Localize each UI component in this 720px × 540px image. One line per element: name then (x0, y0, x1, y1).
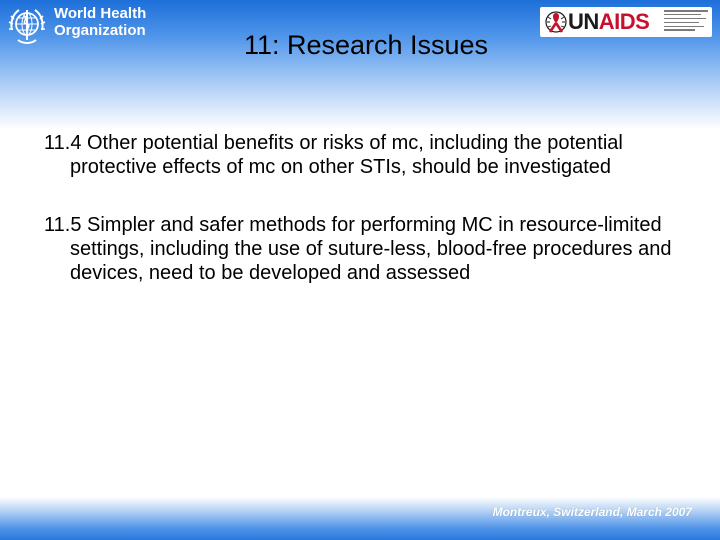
slide-body (44, 131, 684, 319)
who-name-line2: Organization (54, 22, 146, 39)
footer-location-date: Montreux, Switzerland, March 2007 (492, 505, 692, 519)
footer-band (0, 497, 720, 540)
slide-title: 11: Research Issues (243, 30, 489, 60)
paragraph-11-5: 11.5 Simpler and safer methods for performing MC in resource-limited settings, including the use of suture-less, blood-free procedures and devices, need to be developed and assessed (44, 214, 672, 284)
unaids-word-aids: AIDS (598, 9, 650, 34)
paragraph-11-4: 11.4 Other potential benefits or risks of mc, including the potential protective effects of mc on other STIs, should be investigated (44, 132, 623, 178)
who-name-line1: World Health (54, 5, 147, 22)
header-band (0, 0, 720, 130)
unaids-word-un: UN (568, 9, 599, 34)
